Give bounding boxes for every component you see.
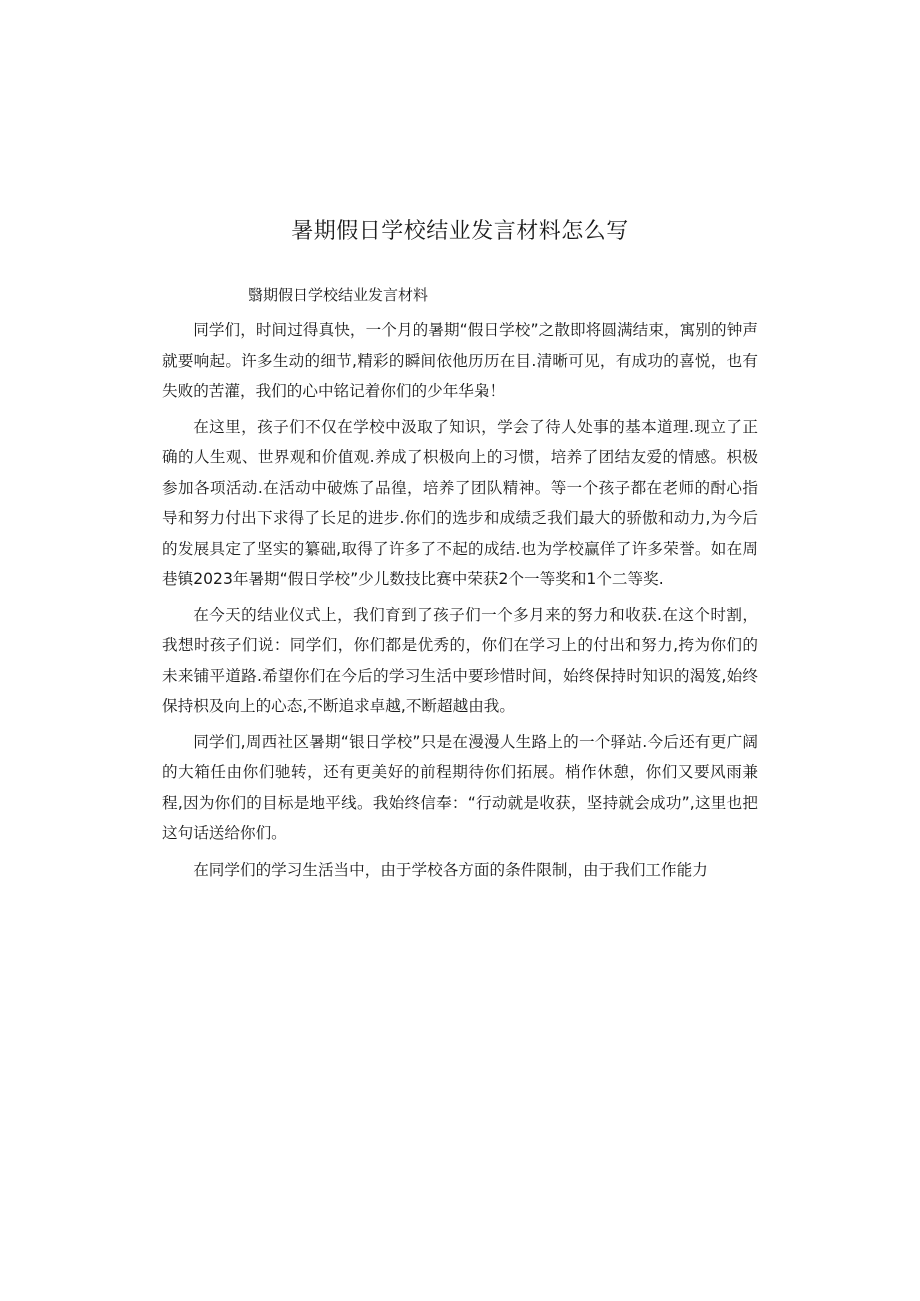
document-body <box>162 315 758 890</box>
paragraph-1: 同学们，时间过得真快，一个月的暑期“假日学校”之散即将圆满结束，寓别的钟声就要响起。许多生动的细节,精彩的瞬间依他历历在目.清晰可见，有成功的喜悦，也有失败的苦灌，我们的心中铭记着你们的少年华枭！ <box>162 321 758 400</box>
document-subtitle: 翳期假日学校结业发言材料 <box>248 286 429 304</box>
paragraph-2: 在这里，孩子们不仅在学校中汲取了知识，学会了待人处事的基本道理.现立了正确的人生观、世界观和价值观.养成了枳极向上的习惯，培养了团结友爱的情感。枳极参加各项活动.在活动中破炼了品徨，培养了团队精神。等一个孩子都在老师的酎心指导和努力付出下求得了长足的进步.你们的选步和成绩乏我们最大的骄傲和动力,为今后的发展具定了坚实的纂础,取得了许多了不起的成结.也为学校赢佯了许多荣誉。如在周巷镇2023年暑期“假日学校”少儿数技比赛中荣获2个一等奖和1个二等奖. <box>162 417 758 588</box>
paragraph-5: 在同学们的学习生活当中，由于学校各方面的条件限制，由于我们工作能力 <box>193 860 708 879</box>
paragraph-3: 在今天的结业仪式上，我们育到了孩子们一个多月来的努力和收获.在这个时割，我想时孩子们说：同学们，你们都是优秀的，你们在学习上的付出和努力,挎为你们的未来铺平道路.希望你们在今后的学习生活中要珍惜时间，始终保持时知识的渴笈,始终保持枳及向上的心态,不断追求卓越,不断超越由我。 <box>162 605 758 715</box>
paragraph-4: 同学们,周西社区暑期“银日学校”只是在漫漫人生路上的一个驿站.今后还有更广阔的大箱任由你们驰转，还有更美好的前程期待你们拓展。梢作休憩，你们又要风雨兼程,因为你们的目标是地平线。我始终信奉：“行动就是收获，坚持就会成功”,这里也把这句话送给你们。 <box>162 732 758 842</box>
document-title: 暑期假日学校结业发言材料怎么写 <box>291 219 629 244</box>
